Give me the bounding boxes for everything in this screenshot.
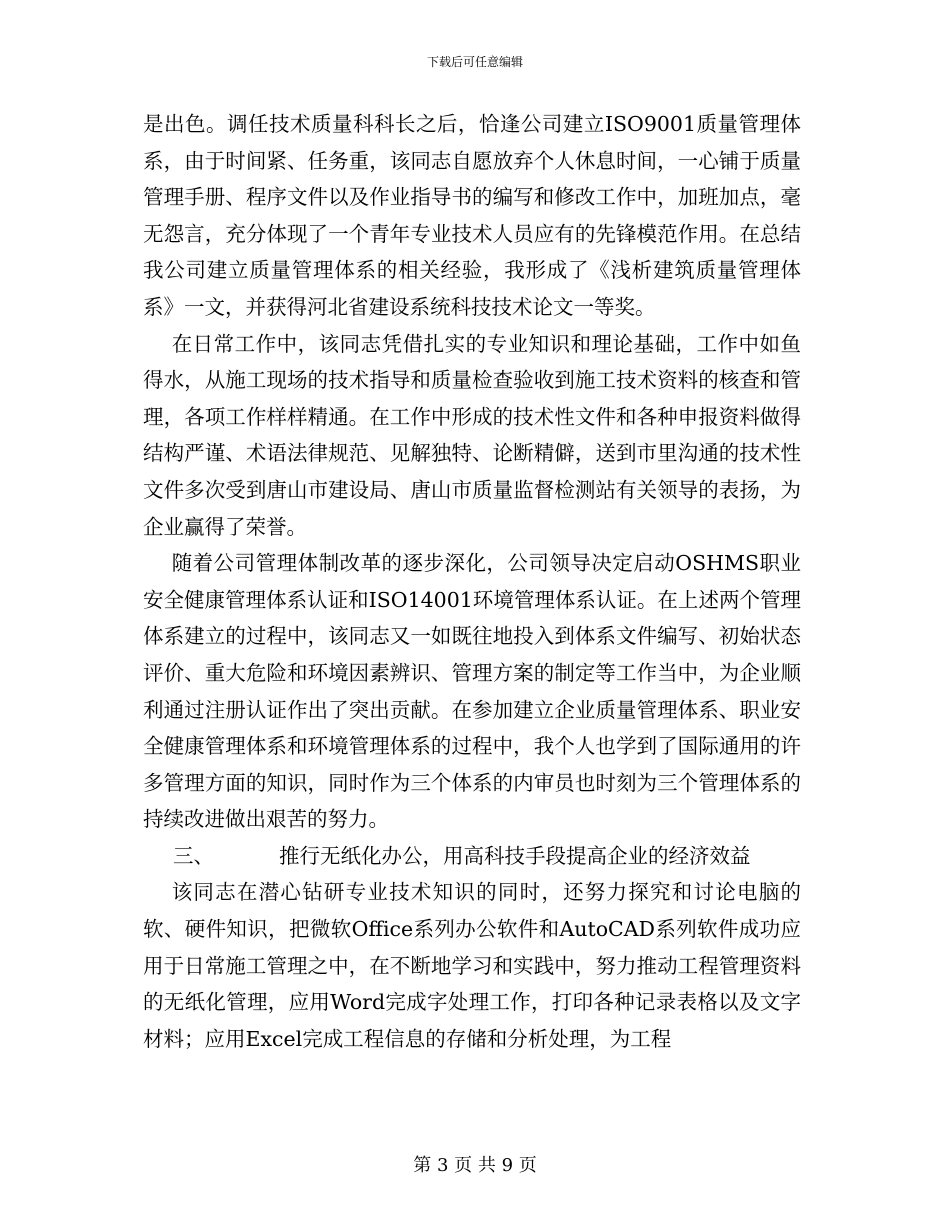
paragraph-1: 是出色。调任技术质量科科长之后，恰逢公司建立ISO9001质量管理体系，由于时间紧、任务重，该同志自愿放弃个人休息时间，一心铺于质量管理手册、程序文件以及作业指导书的编写和修改工作中，加班加点，毫无怨言，充分体现了一个青年专业技术人员应有的先锋模范作用。在总结我公司建立质量管理体系的相关经验，我形成了《浅析建筑质量管理体系》一文，并获得河北省建设系统科技技术论文一等奖。 xyxy=(143,112,801,319)
section-heading xyxy=(143,838,801,875)
page-header: 下载后可任意编辑 xyxy=(426,55,523,69)
section-title: 推行无纸化办公，用高科技手段提高企业的经济效益 xyxy=(279,843,751,868)
paragraph-2: 在日常工作中，该同志凭借扎实的专业知识和理论基础，工作中如鱼得水，从施工现场的技术指导和质量检查验收到施工技术资料的核查和管理，各项工作样样精通。在工作中形成的技术性文件和各种申报资料做得结构严谨、术语法律规范、见解独特、论断精僻，送到市里沟通的技术性文件多次受到唐山市建设局、唐山市质量监督检测站有关领导的表扬，为企业赢得了荣誉。 xyxy=(143,331,801,539)
paragraph-4: 该同志在潜心钻研专业技术知识的同时，还努力探究和讨论电脑的软、硬件知识，把微软Office系列办公软件和AutoCAD系列软件成功应用于日常施工管理之中，在不断地学习和实践中，努力推动工程管理资料的无纸化管理，应用Word完成字处理工作，打印各种记录表格以及文字材料；应用Excel完成工程信息的存储和分析处理，为工程 xyxy=(143,880,801,1051)
section-number: 三、 xyxy=(173,843,214,868)
page-footer: 第 3 页 共 9 页 xyxy=(413,1155,537,1176)
document-body xyxy=(143,106,801,1057)
paragraph-3: 随着公司管理体制改革的逐步深化，公司领导决定启动OSHMS职业安全健康管理体系认证和ISO14001环境管理体系认证。在上述两个管理体系建立的过程中，该同志又一如既往地投入到体系文件编写、初始状态评价、重大危险和环境因素辨识、管理方案的制定等工作当中，为企业顺利通过注册认证作出了突出贡献。在参加建立企业质量管理体系、职业安全健康管理体系和环境管理体系的过程中，我个人也学到了国际通用的许多管理方面的知识，同时作为三个体系的内审员也时刻为三个管理体系的持续改进做出艰苦的努力。 xyxy=(143,551,801,832)
